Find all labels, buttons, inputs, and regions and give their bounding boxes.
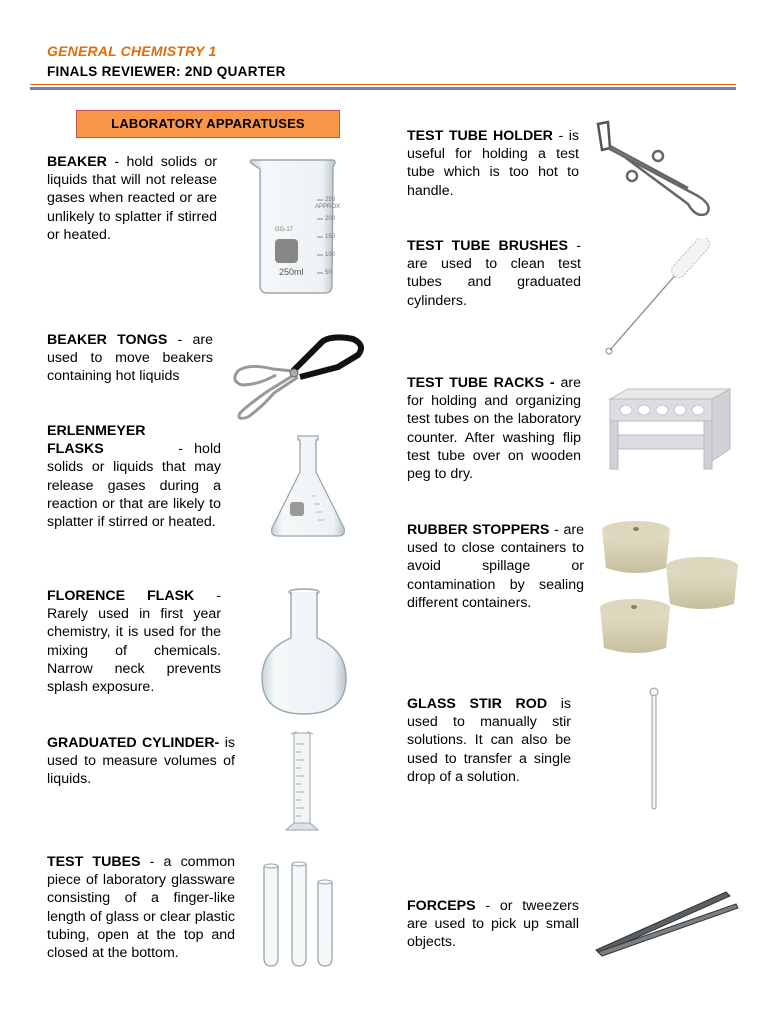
item-name: GRADUATED CYLINDER-	[47, 735, 220, 751]
item-name: BEAKER	[47, 154, 107, 170]
erlenmeyer-flask-image	[268, 432, 348, 540]
item-desc: - Rarely used in first year chemistry, it is used for the mixing of chemicals. Narrow neck prevents splash exposure.	[47, 588, 221, 696]
section-title: LABORATORY APPARATUSES	[76, 110, 340, 138]
beaker-mark-200: 200	[325, 216, 336, 222]
test-tubes-image	[260, 860, 340, 970]
item-florence-flask	[47, 587, 221, 696]
subject-heading: GENERAL CHEMISTRY 1	[47, 43, 217, 59]
item-desc: - or tweezers are used to pick up small objects.	[407, 898, 579, 951]
header-rule-orange	[30, 84, 736, 85]
beaker-mark-50: 50	[325, 270, 332, 276]
item-name: GLASS STIR ROD	[407, 696, 548, 712]
test-tube-brush-image	[600, 238, 712, 358]
item-desc: - hold solids or liquids that may release gases during a reaction or that are likely to splatter if stirred or heated.	[47, 441, 221, 531]
item-desc: - are used to clean test tubes and graduated cylinders.	[407, 238, 581, 309]
glass-stir-rod-image	[646, 684, 662, 814]
item-desc: are for holding and organizing test tubes on the laboratory counter. After washing flip test tube over on wooden peg to dry.	[407, 375, 582, 483]
item-test-tube-holder	[407, 127, 579, 200]
item-desc: - a common piece of laboratory glassware consisting of a finger-like length of glass or clear plastic tubing, open at the top and closed at the bottom.	[47, 854, 235, 962]
item-forceps	[407, 897, 579, 952]
item-test-tube-racks-intro	[407, 374, 581, 483]
item-name: TEST TUBE BRUSHES	[407, 238, 568, 254]
item-name: TEST TUBE HOLDER	[407, 128, 553, 144]
item-name: FORCEPS	[407, 898, 476, 914]
test-tube-holder-image	[588, 118, 718, 222]
item-rubber-stoppers	[407, 521, 584, 612]
header-rule-blue	[30, 87, 736, 90]
beaker-volume-label: 250ml	[279, 267, 304, 277]
item-desc: - is useful for holding a test tube which is too hot to handle.	[407, 128, 579, 199]
item-name: RUBBER STOPPERS	[407, 522, 550, 538]
item-test-tubes	[47, 853, 235, 962]
beaker-glass-code: GG-17	[275, 227, 294, 233]
graduated-cylinder-image	[282, 730, 322, 836]
test-tube-rack-image	[604, 385, 734, 473]
item-name: BEAKER TONGS	[47, 332, 168, 348]
document-title: FINALS REVIEWER: 2ND QUARTER	[47, 64, 286, 79]
item-graduated-cylinder	[47, 734, 235, 789]
item-name: TEST TUBE RACKS -	[407, 375, 555, 391]
item-glass-stir-rod	[407, 695, 571, 786]
florence-flask-image	[258, 586, 350, 718]
item-desc: is used to manually stir solutions. It can also be used to transfer a single drop of a solution.	[407, 696, 571, 785]
beaker-mark-100: 100	[325, 252, 336, 258]
item-desc: - hold solids or liquids that will not release gases when reacted or are unlikely to splatter if stirred or heated.	[47, 154, 217, 243]
item-erlenmeyer-flasks	[47, 422, 221, 531]
beaker-image	[245, 157, 340, 299]
item-name: FLORENCE FLASK	[47, 588, 195, 604]
beaker-mark-250: 250	[325, 197, 336, 203]
rubber-stoppers-image	[596, 518, 742, 660]
item-name: TEST TUBES	[47, 854, 141, 870]
item-desc: is used to measure volumes of liquids.	[47, 735, 235, 788]
item-desc: - are used to move beakers containing hot liquids	[47, 332, 213, 385]
item-test-tube-brushes	[407, 237, 581, 310]
item-beaker	[47, 153, 217, 244]
forceps-image	[592, 886, 742, 958]
item-desc: - are used to close containers to avoid spillage or contamination by sealing different containers.	[407, 522, 584, 611]
beaker-approx: APPROX	[315, 204, 340, 210]
item-beaker-tongs	[47, 331, 213, 386]
beaker-mark-150: 150	[325, 234, 336, 240]
item-name: ERLENMEYER FLASKS	[47, 423, 146, 458]
beaker-tongs-image	[228, 333, 368, 423]
